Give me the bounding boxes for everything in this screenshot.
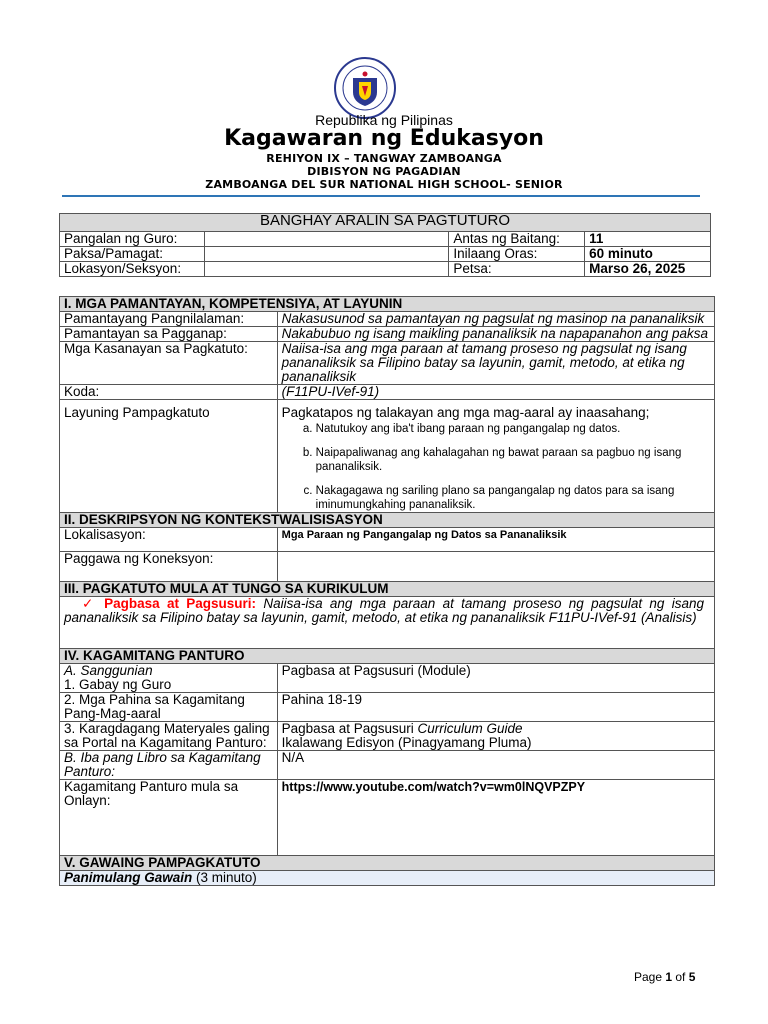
teacher-field[interactable] [204, 232, 448, 247]
page-total: 5 [688, 970, 696, 984]
intro-activity-row [60, 871, 715, 886]
plan-title: BANGHAY ARALIN SA PAGTUTURO [60, 214, 711, 232]
edition-text: Ikalawang Edisyon (Pinagyamang Pluma) [281, 735, 532, 750]
content-standard-label: Pamantayang Pangnilalaman: [60, 312, 278, 327]
localization-text: Mga Paraan ng Pangangalap ng Datos sa Pananaliksik [277, 528, 714, 552]
intro-activity-label: Panimulang Gawain [64, 870, 193, 885]
other-books-value: N/A [277, 751, 714, 780]
deped-seal-icon [333, 56, 397, 120]
date-value: Marso 26, 2025 [585, 262, 711, 277]
additional-materials-label: 3. Karagdagang Materyales galing sa Portal na Kagamitang Panturo: [60, 722, 278, 751]
department-title: Kagawaran ng Edukasyon [224, 126, 544, 151]
objectives-intro: Pagkatapos ng talakayan ang mga mag-aaral ay inaasahang; [281, 405, 650, 420]
subject-label: Paksa/Pamagat: [60, 247, 205, 262]
location-label: Lokasyon/Seksyon: [60, 262, 205, 277]
header-divider [62, 195, 700, 197]
section-2-title: II. DESKRIPSYON NG KONTEKSTWALISISASYON [60, 513, 715, 528]
intro-activity-time: (3 minuto) [192, 870, 257, 885]
references-cell [60, 664, 278, 693]
teacher-label: Pangalan ng Guro: [60, 232, 205, 247]
time-value: 60 minuto [585, 247, 711, 262]
other-books-label: B. Iba pang Libro sa Kagamitang Panturo: [60, 751, 278, 780]
skills-text: Naiisa-isa ang mga paraan at tamang proseso ng pagsulat ng isang pananaliksik sa Filipino batay sa layunin, gamit, metodo, at etika ng pananaliksik [277, 342, 714, 385]
page-number: 1 [665, 970, 673, 984]
school-line: ZAMBOANGA DEL SUR NATIONAL HIGH SCHOOL- SENIOR [205, 178, 563, 191]
skills-label: Mga Kasanayan sa Pagkatuto: [60, 342, 278, 385]
check-icon: ✓ [82, 596, 97, 611]
page-word: Page [634, 970, 666, 984]
curriculum-subject: Pagbasa at Pagsusuri: [104, 596, 257, 611]
content-standard-text: Nakasusunod sa pamantayan ng pagsulat ng masinop na pananaliksik [277, 312, 714, 327]
teacher-guide-value: Pagbasa at Pagsusuri (Module) [277, 664, 714, 693]
curriculum-text: Naiisa-isa ang mga paraan at tamang proseso ng pagsulat ng isang pananaliksik sa Filipino batay sa layunin, gamit, metodo, at etika ng pananaliksik F11PU-IVef-91 (Analisis) [64, 596, 704, 625]
lesson-plan-info-table [59, 213, 711, 277]
grade-label: Antas ng Baitang: [449, 232, 585, 247]
lesson-plan-body-table [59, 296, 715, 886]
code-text: (F11PU-IVef-91) [277, 385, 714, 400]
division-line: DIBISYON NG PAGADIAN [307, 165, 461, 178]
date-label: Petsa: [449, 262, 585, 277]
localization-label: Lokalisasyon: [60, 528, 278, 552]
location-field[interactable] [204, 262, 448, 277]
online-materials-link[interactable]: https://www.youtube.com/watch?v=wm0lNQVPZPY [277, 780, 714, 856]
learner-pages-label: 2. Mga Pahina sa Kagamitang Pang-Mag-aaral [60, 693, 278, 722]
connection-text [277, 552, 714, 582]
curriculum-guide-text: Curriculum Guide [417, 721, 523, 736]
online-materials-label: Kagamitang Panturo mula sa Onlayn: [60, 780, 278, 856]
references-label: A. Sanggunian [64, 663, 153, 678]
teacher-guide-label: 1. Gabay ng Guro [64, 677, 172, 692]
objectives-cell [277, 400, 714, 513]
connection-label: Paggawa ng Koneksyon: [60, 552, 278, 582]
section-1-title: I. MGA PAMANTAYAN, KOMPETENSIYA, AT LAYUNIN [60, 297, 715, 312]
objective-item: c. Nakagagawa ng sariling plano sa pangangalap ng datos para sa isang iminumungkahing pananaliksik. [316, 484, 710, 512]
code-label: Koda: [60, 385, 278, 400]
section-3-title: III. PAGKATUTO MULA AT TUNGO SA KURIKULUM [60, 582, 715, 597]
objective-item: a. Natutukoy ang iba't ibang paraan ng pangangalap ng datos. [316, 422, 710, 436]
objectives-list [282, 422, 710, 512]
performance-standard-text: Nakabubuo ng isang maikling pananaliksik na napapanahon ang paksa [277, 327, 714, 342]
republic-line: Republika ng Pilipinas [315, 112, 453, 128]
subject-field[interactable] [204, 247, 448, 262]
time-label: Inilaang Oras: [449, 247, 585, 262]
objective-item: b. Naipapaliwanag ang kahalagahan ng bawat paraan sa pagbuo ng isang pananaliksik. [316, 446, 710, 474]
of-word: of [672, 970, 689, 984]
learner-pages-value: Pahina 18-19 [277, 693, 714, 722]
section-4-title: IV. KAGAMITANG PANTURO [60, 649, 715, 664]
curriculum-cell [60, 597, 715, 649]
region-line: REHIYON IX – TANGWAY ZAMBOANGA [266, 152, 502, 165]
additional-materials-cell [277, 722, 714, 751]
section-5-title: V. GAWAING PAMPAGKATUTO [60, 856, 715, 871]
page-footer [634, 970, 695, 984]
objectives-label: Layuning Pampagkatuto [60, 400, 278, 513]
performance-standard-label: Pamantayan sa Pagganap: [60, 327, 278, 342]
additional-materials-value: Pagbasa at Pagsusuri [281, 721, 418, 736]
grade-value: 11 [585, 232, 711, 247]
